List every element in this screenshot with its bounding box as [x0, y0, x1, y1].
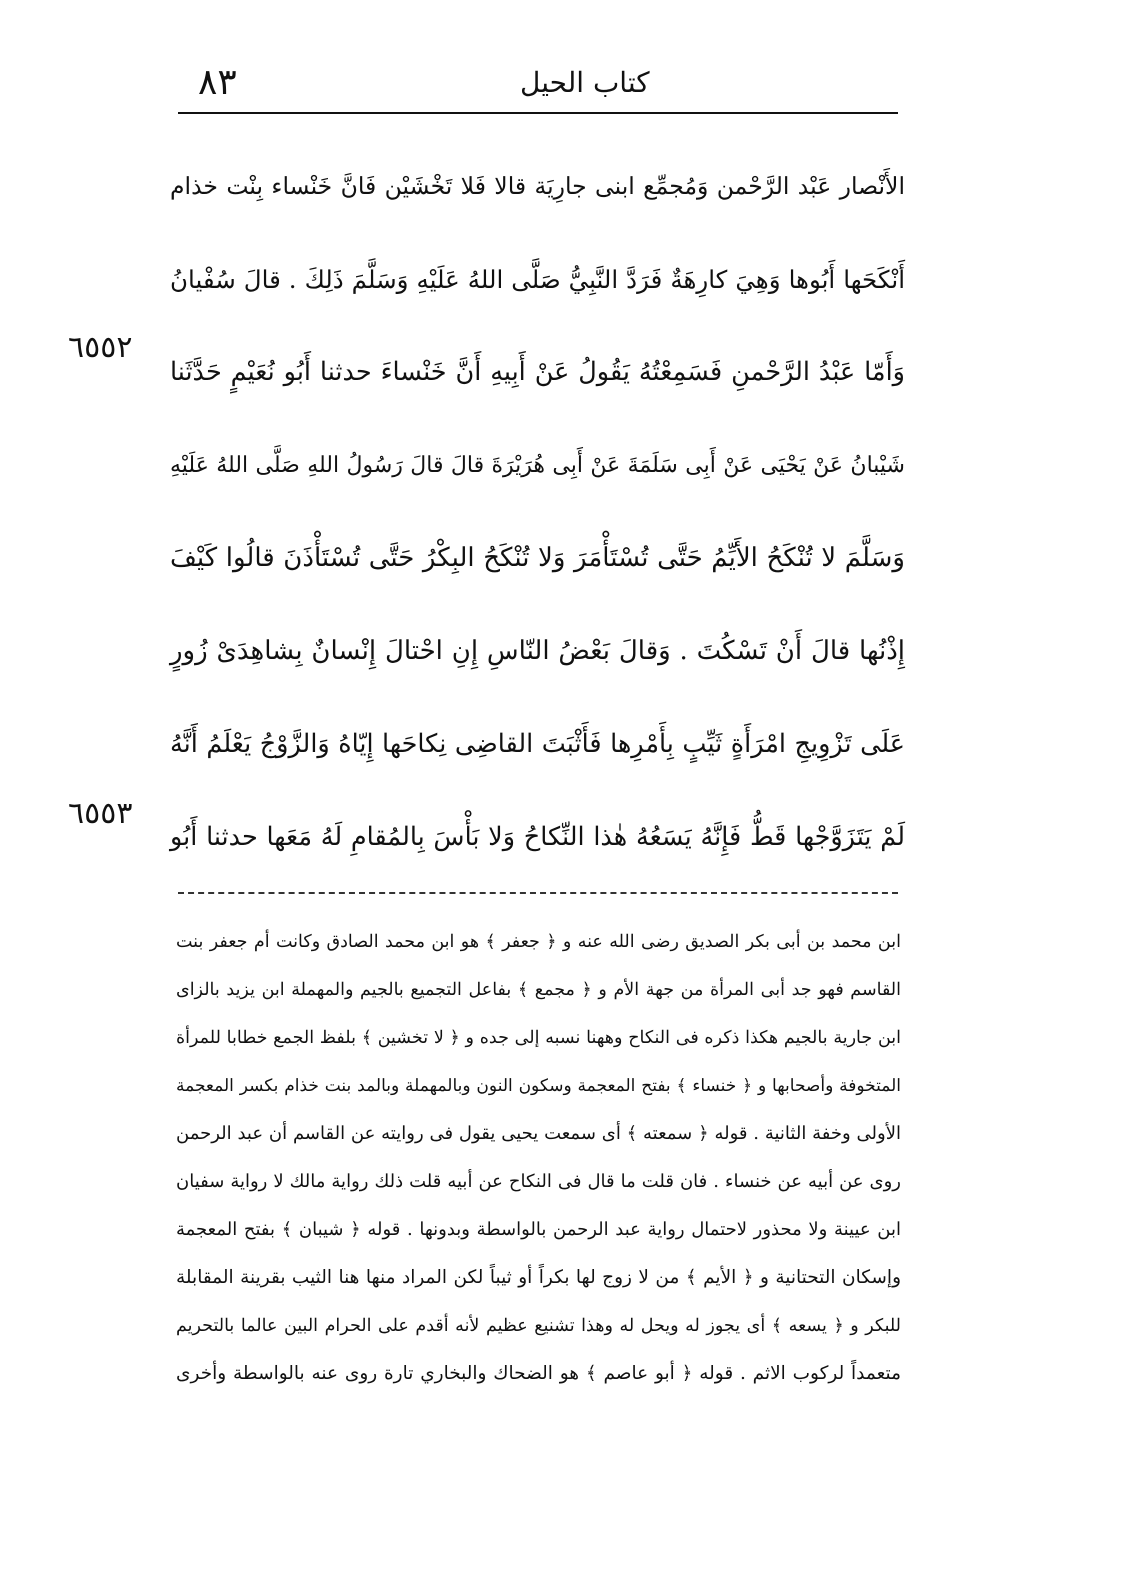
main-text-line: إِذْنُها قالَ أَنْ تَسْكُتَ . وَقالَ بَعْضُ النّاسِ إِنِ احْتالَ إِنْسانٌ بِشاهِدَىْ زُورٍ	[170, 636, 905, 666]
main-text-line: الأَنْصار عَبْد الرَّحْمن وَمُجمِّع ابنى جارِيَة قالا فَلا تَخْشَيْن فَانَّ خَنْساء بِنْت خذام	[170, 172, 905, 200]
main-text-line: شَيْبانُ عَنْ يَحْيَى عَنْ أَبِى سَلَمَةَ عَنْ أَبِى هُرَيْرَةَ قالَ قالَ رَسُولُ اللهِ صَلَّى اللهُ عَلَيْهِ	[170, 453, 905, 478]
hadith-number: ٦٥٥٣	[68, 796, 133, 831]
commentary-line: ابن جارية بالجيم هكذا ذكره فى النكاح وههنا نسبه إلى جده و ﴿ لا تخشين ﴾ بلفظ الجمع خطابا للمرأة	[176, 1028, 901, 1048]
commentary-line: وإسكان التحتانية و ﴿ الأيم ﴾ من لا زوج لها بكراً أو ثيباً لكن المراد منها هنا الثيب بقرينة المقابلة	[176, 1267, 901, 1288]
hadith-number: ٦٥٥٢	[68, 330, 133, 365]
footnote-separator	[178, 892, 898, 894]
main-text	[170, 140, 905, 884]
main-text-line: عَلَى تَزْوِيجِ امْرَأَةٍ ثَيِّبٍ بِأَمْرِها فَأَثْبَتَ القاضِى نِكاحَها إِيّاهُ وَالزَّوْجُ يَعْلَمُ أَنَّهُ	[170, 729, 905, 759]
commentary	[176, 918, 901, 1398]
header-rule	[178, 112, 898, 114]
commentary-line: متعمداً لركوب الاثم . قوله ﴿ أبو عاصم ﴾ هو الضحاك والبخاري تارة روى عنه بالواسطة وأخرى	[176, 1363, 901, 1384]
commentary-line: ابن محمد بن أبى بكر الصديق رضى الله عنه و ﴿ جعفر ﴾ هو ابن محمد الصادق وكانت أم جعفر بنت	[176, 932, 901, 952]
commentary-line: للبكر و ﴿ يسعه ﴾ أى يجوز له ويحل له وهذا تشنيع عظيم لأنه أقدم على الحرام البين عالما بالتحريم	[176, 1316, 901, 1336]
commentary-line: المتخوفة وأصحابها و ﴿ خنساء ﴾ بفتح المعجمة وسكون النون وبالمهملة وبالمد بنت خذام بكسر المعجمة	[176, 1076, 901, 1096]
commentary-line: ابن عيينة ولا محذور لاحتمال رواية عبد الرحمن بالواسطة وبدونها . قوله ﴿ شيبان ﴾ بفتح المعجمة	[176, 1219, 901, 1240]
commentary-line: الأولى وخفة الثانية . قوله ﴿ سمعته ﴾ أى سمعت يحيى يقول فى روايته عن القاسم أن عبد الرحمن	[176, 1123, 901, 1144]
main-text-line: وَسَلَّمَ لا تُنْكَحُ الأَيِّمُ حَتَّى تُسْتَأْمَرَ وَلا تُنْكَحُ البِكْرُ حَتَّى تُسْتَأْذَنَ قالُوا كَيْفَ	[170, 543, 905, 573]
main-text-line: لَمْ يَتَزَوَّجْها قَطُّ فَإِنَّهُ يَسَعُهُ هٰذا النِّكاحُ وَلا بَأْسَ بِالمُقامِ لَهُ مَعَها حدثنا أَبُو	[170, 822, 905, 852]
book-title: كتاب الحيل	[520, 66, 650, 99]
main-text-line: أَنْكَحَها أَبُوها وَهِيَ كارِهَةٌ فَرَدَّ النَّبِيُّ صَلَّى اللهُ عَلَيْهِ وَسَلَّمَ ذَلِكَ . قالَ سُفْيانُ	[170, 265, 905, 294]
main-text-line: وَأَمّا عَبْدُ الرَّحْمنِ فَسَمِعْتُهُ يَقُولُ عَنْ أَبِيهِ أَنَّ خَنْساءَ حدثنا أَبُو نُعَيْمٍ حَدَّثَنا	[170, 357, 905, 387]
page-number: ٨٣	[198, 62, 237, 103]
commentary-line: القاسم فهو جد أبى المرأة من جهة الأم و ﴿ مجمع ﴾ بفاعل التجميع بالجيم والمهملة ابن يزيد بالزاى	[176, 980, 901, 1000]
commentary-line: روى عن أبيه عن خنساء . فان قلت ما قال فى النكاح عن أبيه قلت ذلك رواية مالك لا رواية سفيان	[176, 1171, 901, 1192]
